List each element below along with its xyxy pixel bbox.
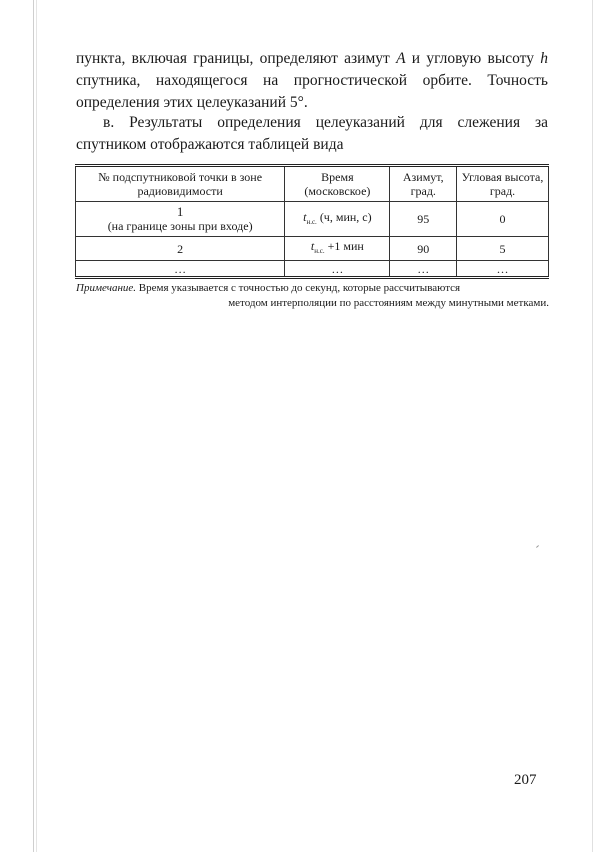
cell-elevation-1: 0 [457,202,549,237]
time-offset: +1 мин [324,239,364,253]
cell-ellipsis: … [390,261,457,278]
p1-text-1: пункта, включая границы, определяют азимут [76,50,397,67]
header-time: Время (московское) [285,166,390,202]
page-edge-left-inner [36,0,37,852]
header-elevation: Угловая высота, град. [457,166,549,202]
time-subscript: н.с. [314,247,325,255]
scan-speck [536,545,539,548]
cell-azimuth-2: 90 [390,237,457,261]
point-number: 1 [176,204,184,219]
header-point-number: № подспутниковой точки в зоне радиовидимости [76,166,285,202]
page-edge-left [33,0,34,852]
page-number: 207 [514,772,537,788]
table-note [76,281,549,311]
symbol-azimuth: A [396,50,406,67]
note-line-2: методом интерполяции по расстояниям между минутными метками. [228,297,549,309]
table-row [76,261,549,278]
p1-text-2: и угловую высоту [405,50,541,67]
target-designation-table [75,164,549,279]
cell-point-2: 2 [76,237,285,261]
header-azimuth: Азимут, град. [390,166,457,202]
cell-azimuth-1: 95 [390,202,457,237]
table-row [76,202,549,237]
point-note: (на границе зоны при входе) [107,219,253,233]
symbol-elevation: h [540,50,548,67]
table-header-row [76,166,549,202]
note-line-1: Время указывается с точностью до секунд, которые рассчитываются [136,282,461,294]
paragraph-azimuth [76,48,548,114]
cell-point-1 [76,202,285,237]
paragraph-results: в. Результаты определения целеуказаний для слежения за спутником отображаются таблицей вида [76,114,548,153]
time-symbol: t [303,209,307,224]
time-subscript: н.с. [306,217,317,226]
cell-time-2 [285,237,390,261]
time-units: (ч, мин, с) [316,209,372,224]
cell-time-1 [285,202,390,237]
cell-ellipsis: … [76,261,285,278]
page-edge-right [592,0,593,852]
note-label: Примечание. [76,282,137,294]
cell-ellipsis: … [457,261,549,278]
p1-text-3: спутника, находящегося на прогностической орбите. Точность определения этих целеуказаний 5°. [76,72,548,111]
table-row [76,237,549,261]
cell-ellipsis: … [285,261,390,278]
time-symbol: t [310,239,315,253]
cell-elevation-2: 5 [457,237,549,261]
